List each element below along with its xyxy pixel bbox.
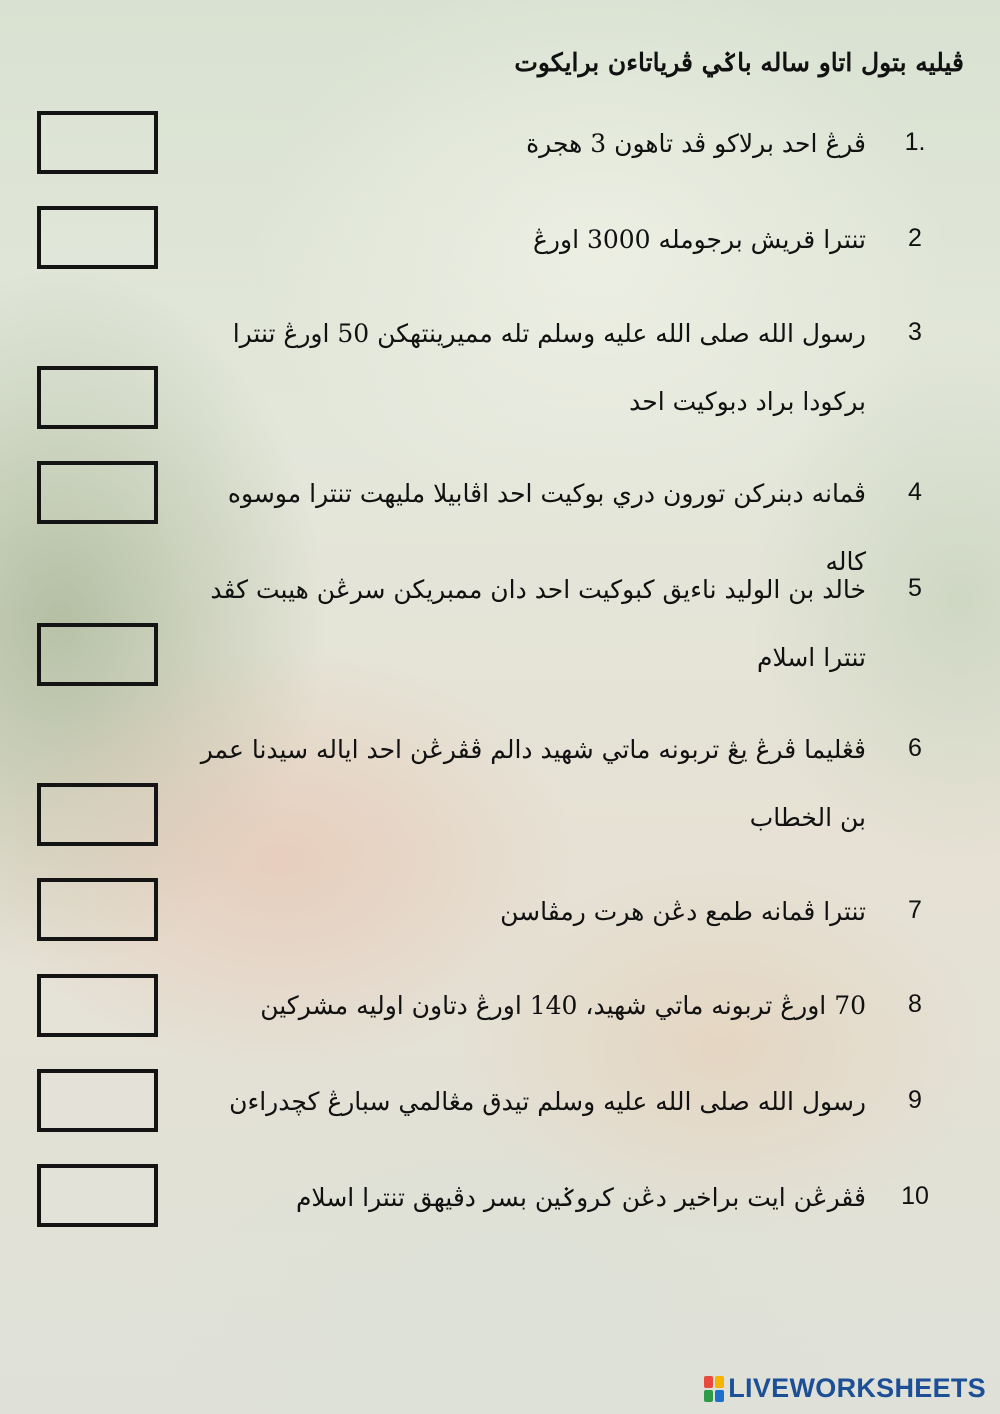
question-text: ڤڠليما ڤرڠ يڠ تربونه ماتي شهيد دالم ڤڤرڠن احد اياله سيدنا عمر بن الخطاب: [200, 735, 866, 832]
question-number: 9: [908, 1086, 922, 1114]
question-text: تنترا قريش برجومله 3000 اورڠ: [533, 225, 866, 254]
question-text: رسول الله صلى الله عليه وسلم تله مميرينتهكن 50 اورڠ تنترا بركودا براد دبوكيت احد: [232, 319, 866, 416]
liveworksheets-logo-icon: [704, 1376, 724, 1402]
answer-box-6[interactable]: [37, 783, 158, 846]
question-text: خالد بن الوليد ناءيق كبوكيت احد دان ممبريكن سرڠن هيبت كڤد تنترا اسلام: [210, 575, 866, 672]
question-number: 8: [908, 990, 922, 1018]
answer-box-2[interactable]: [37, 206, 158, 269]
worksheet-title: ڤيليه بتول اتاو ساله باݢي ڤرياتاءن برايكوت: [514, 48, 964, 77]
question-6: [190, 730, 940, 852]
question-number: 10: [901, 1182, 929, 1210]
answer-box-10[interactable]: [37, 1164, 158, 1227]
answer-box-3[interactable]: [37, 366, 158, 429]
answer-box-1[interactable]: [37, 111, 158, 174]
answer-box-8[interactable]: [37, 974, 158, 1037]
question-9: [190, 1082, 940, 1136]
question-2: [190, 220, 940, 274]
question-number: 6: [908, 734, 922, 762]
question-5: [190, 570, 940, 692]
question-text: 70 اورڠ تربونه ماتي شهيد، 140 اورڠ دتاون اوليه مشركين: [260, 991, 866, 1020]
question-text: رسول الله صلى الله عليه وسلم تيدق مڠالمي سبارڠ كچدراءن: [229, 1087, 866, 1116]
question-number: 5: [908, 574, 922, 602]
question-10: [190, 1178, 940, 1232]
question-7: [190, 892, 940, 946]
answer-box-5[interactable]: [37, 623, 158, 686]
question-text: ڤمانه دبنركن تورون دري بوكيت احد اڤابيلا مليهت تنترا موسوه كاله: [227, 479, 866, 576]
liveworksheets-logo: [704, 1373, 986, 1404]
question-number: 2: [908, 224, 922, 252]
answer-box-7[interactable]: [37, 878, 158, 941]
question-1: [190, 124, 940, 178]
question-text: ڤرڠ احد برلاكو ڤد تاهون 3 هجرة: [526, 129, 866, 158]
question-number: 3: [908, 318, 922, 346]
answer-box-9[interactable]: [37, 1069, 158, 1132]
question-number: 4: [908, 478, 922, 506]
question-text: ڤڤرڠن ايت براخير دڠن كروݢين بسر دڤيهق تنترا اسلام: [295, 1183, 866, 1212]
question-3: [190, 314, 940, 436]
question-text: تنترا ڤمانه طمع دڠن هرت رمڤاسن: [500, 897, 866, 926]
answer-box-4[interactable]: [37, 461, 158, 524]
question-number: 7: [908, 896, 922, 924]
question-number: 1.: [904, 128, 926, 156]
question-8: [190, 986, 940, 1040]
brand-text: LIVEWORKSHEETS: [728, 1373, 986, 1403]
